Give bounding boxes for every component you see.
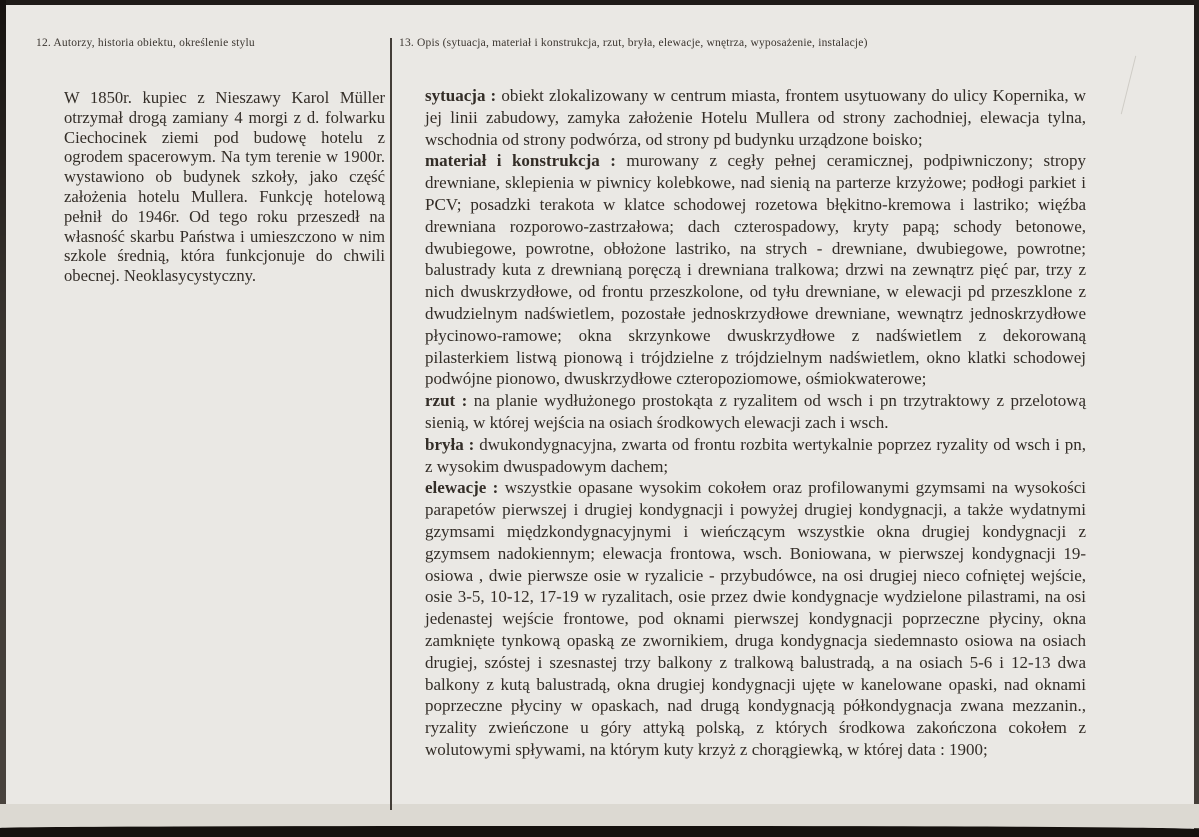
- section-text: na planie wydłużonego prostokąta z ryzalitem od wsch i pn trzytraktowy z przelotową sienią, w której wejścia na osiach środkowych elewacji zach i wsch.: [425, 391, 1087, 432]
- page-bottom-shadow: [0, 804, 1199, 828]
- column-divider: [390, 38, 392, 810]
- paper-crease-mark: [1121, 56, 1136, 114]
- scan-edge-top: [0, 0, 1199, 5]
- section-label: bryła :: [425, 434, 475, 454]
- scan-edge-bottom: [0, 826, 1199, 837]
- section-text: obiekt zlokalizowany w centrum miasta, frontem usytuowany do ulicy Kopernika, w jej linii zabudowy, zamyka założenie Hotelu Mullera od strony zachodniej, elewacja tylna, wschodnia od strony podwórza, od strony pd budynku urządzone boisko;: [425, 86, 1086, 149]
- section-12-header: 12. Autorzy, historia obiektu, określenie stylu: [36, 37, 255, 49]
- description-section-rzut: [425, 390, 1086, 434]
- description-section-elewacje: [425, 477, 1086, 760]
- section-text: wszystkie opasane wysokim cokołem oraz profilowanymi gzymsami na wysokości parapetów pierwszej i drugiej kondygnacji i powyżej drugiej kondygnacji, a także wydatnymi gzymsami międzkondygnacyjnymi i wieńczącym wszystkie okna drugiej kondygnacji z gzymsem nadokiennym; elewacja frontowa, wsch. Boniowana, w pierwszej kondygnacji 19-osiowa , dwie pierwsze osie w ryzalicie - przybudówce, na osi drugiej nieco cofniętej wejście, osie 3-5, 10-12, 17-19 w ryzalitach, osie przez dwie kondygnacje wydzielone pilastrami, na osi jedenastej wejście frontowe, pod oknami pierwszej kondygnacji poprzeczne płyciny, okna zamknięte tynkową opaską ze zwornikiem, druga kondygnacja siedemnasto osiowa na osiach drugiej, szóstej i szesnastej trzy balkony z tralkową balustradą, a na osiach 5-6 i 12-13 dwa balkony z kutą balustradą, okna drugiej kondygnacji ujęte w kanelowane opaski, nad oknami poprzeczne płyciny w opaskach, nad drugą kondygnacją półkondygnacja zwana mezzanin., ryzality zwieńczone u góry attyką polską, z których środkowa zakończona cokołem z wolutowymi spływami, na którym kuty krzyż z chorągiewką, w której data : 1900;: [425, 478, 1086, 759]
- section-label: rzut :: [425, 391, 468, 411]
- description-section-sytuacja: [425, 85, 1086, 150]
- scan-edge-right: [1194, 0, 1199, 837]
- history-paragraph: W 1850r. kupiec z Nieszawy Karol Müller otrzymał drogą zamiany 4 morgi z d. folwarku Ciechocinek ziemi pod budowę hotelu z ogrodem spacerowym. Na tym terenie w 1900r. wystawiono ob budynek szkoły, jako część założenia hotelu Mullera. Funkcję hotelową pełnił do 1946r. Od tego roku przeszedł na własność skarbu Państwa i umieszczono w nim szkole średnią, która funkcjonuje do chwili obecnej. Neoklasycystyczny.: [64, 88, 385, 286]
- section-text: murowany z cegły pełnej ceramicznej, podpiwniczony; stropy drewniane, sklepienia w piwnicy kolebkowe, nad sienią na parterze krzyżowe; podłogi parkiet i PCV; posadzki terakota w klatce schodowej rozetowa błękitno-kremowa i lastriko; więźba drewniana rozporowo-zastrzałowa; dach czterospadowy, kryty papą; schody betonowe, dwubiegowe, powrotne, obłożone lastriko, na strych - drewniane, dwubiegowe, powrotne; balustrady kuta z drewnianą poręczą i drewniana tralkowa; drzwi na zewnątrz pięć par, trzy z nich dwuskrzydłowe, od frontu przeszkolone, od tyłu drewniane, w elewacji pd przeszklone z dwudzielnym nadświetlem, pozostałe jednoskrzydłowe drewniane, wewnątrz jednoskrzydłowe płycinowo-ramowe; okna skrzynkowe dwuskrzydłowe z nadświetlem z dekorowaną pilasterkiem listwą pionową i trójdzielne z trójdzielnym nadświetlem, okno klatki schodowej podwójne pionowo, dwuskrzydłowe czteropoziomowe, ośmiokwaterowe;: [425, 151, 1087, 389]
- description-section-bryla: [425, 434, 1086, 478]
- description-column: [425, 85, 1086, 761]
- section-text: dwukondygnacyjna, zwarta od frontu rozbita wertykalnie poprzez ryzality od wsch i pn, z wysokim dwuspadowym dachem;: [425, 434, 1087, 476]
- section-label: elewacje :: [425, 478, 499, 498]
- section-label: sytuacja :: [425, 86, 497, 105]
- section-label: materiał i konstrukcja :: [425, 151, 616, 171]
- section-13-header: 13. Opis (sytuacja, materiał i konstrukcja, rzut, bryła, elewacje, wnętrza, wyposażenie, instalacje): [399, 37, 868, 49]
- scan-edge-left: [0, 0, 6, 837]
- description-section-material-i-konstrukcja: [425, 150, 1086, 390]
